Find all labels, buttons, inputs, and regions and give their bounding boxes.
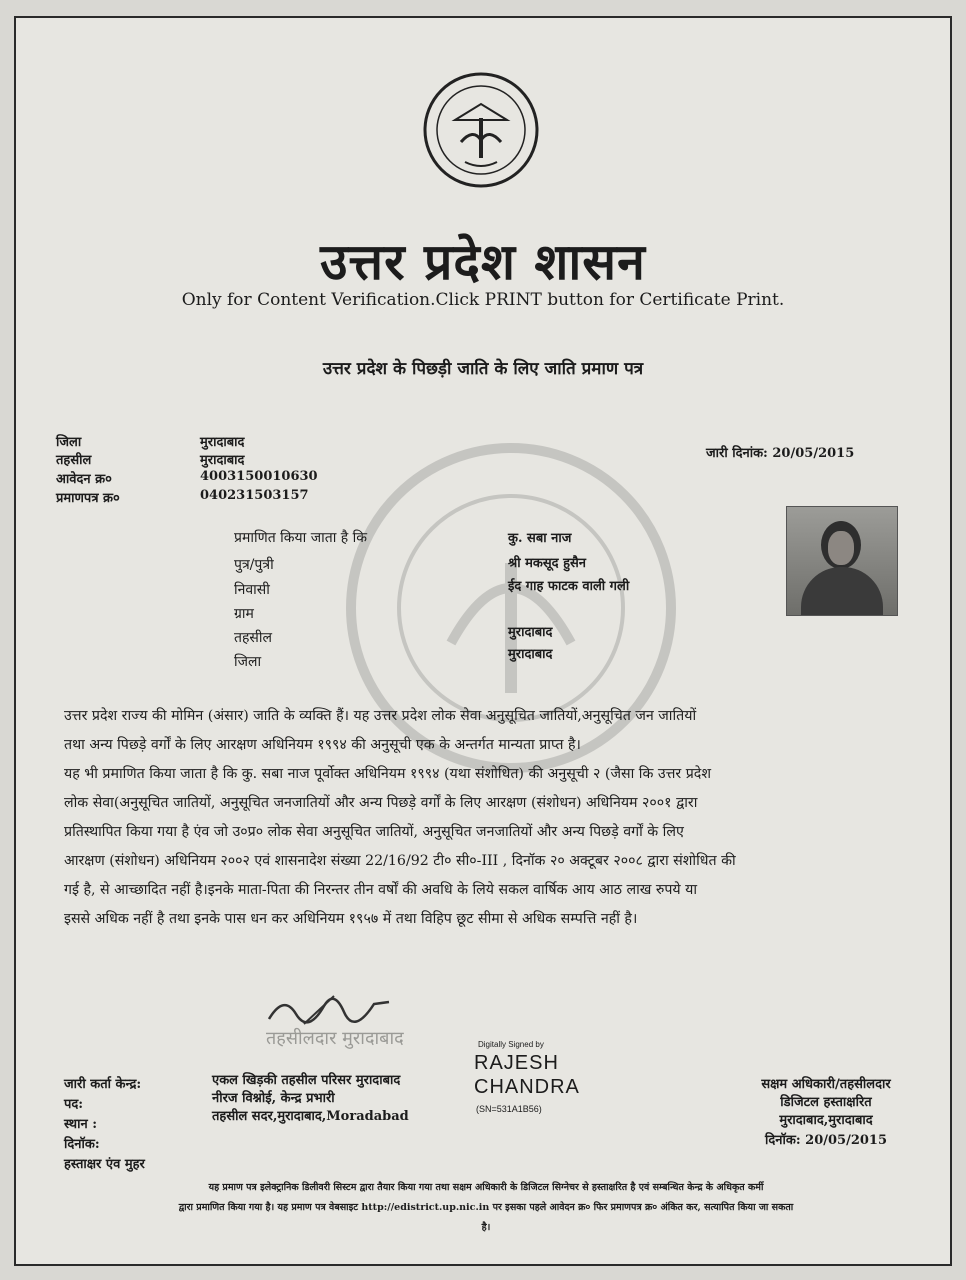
post-value: नीरज विश्नोई, केन्द्र प्रभारी	[212, 1091, 335, 1106]
applicant-name: कु. सबा नाज	[508, 531, 572, 546]
issuing-center-label: जारी कर्ता केन्द्र:	[64, 1077, 142, 1092]
post-label: पद:	[64, 1097, 84, 1112]
authority-date	[716, 1130, 936, 1148]
field-tehsil-label: तहसील	[234, 630, 272, 646]
signer-first-name: RAJESH	[474, 1052, 559, 1074]
applicant-photo	[786, 506, 898, 616]
tehsil-value: मुरादाबाद	[200, 453, 245, 468]
issuing-center-value: एकल खिड़की तहसील परिसर मुरादाबाद	[212, 1073, 401, 1088]
digitally-signed-text: डिजिटल हस्ताक्षरित	[780, 1095, 872, 1110]
certificate-number-value: 040231503157	[200, 488, 309, 503]
verification-note: Only for Content Verification.Click PRINT button for Certificate Print.	[181, 290, 785, 310]
issue-date-label: जारी दिनांक:	[706, 446, 768, 461]
notice-line: है।	[481, 1222, 491, 1233]
body-line: गई है, से आच्छादित नहीं है।इनके माता-पिता की निरन्तर तीन वर्षों की अवधि के लिये सकल वार्षिक आय आठ लाख रुपये या	[64, 882, 698, 898]
district-label: जिला	[56, 435, 82, 450]
place-value: तहसील सदर,मुरादाबाद,Moradabad	[212, 1109, 409, 1124]
faint-stamp-text: तहसीलदार मुरादाबाद	[266, 1028, 404, 1049]
certificate-number-label: प्रमाणपत्र क्र०	[56, 491, 120, 506]
certificate-sheet	[14, 16, 952, 1266]
body-line: लोक सेवा(अनुसूचित जातियों, अनुसूचित जनजातियों और अन्य पिछड़े वर्गों के लिए आरक्षण (संशोधन) अधिनियम २००१ द्वारा	[64, 795, 698, 811]
field-tehsil-value: मुरादाबाद	[508, 625, 553, 640]
state-emblem-logo	[421, 70, 541, 190]
sign-seal-label: हस्ताक्षर एंव मुहर	[64, 1157, 145, 1172]
body-line: प्रतिस्थापित किया गया है एंव जो उ०प्र० लोक सेवा अनुसूचित जातियों, अनुसूचित जनजातियों और अन्य पिछड़े वर्गों के लिए	[64, 824, 684, 840]
notice-line: द्वारा प्रमाणित किया गया है। यह प्रमाण पत्र वेबसाइट http://edistrict.up.nic.in पर इसका पहले आवेदन क्र० फिर प्रमाणपत्र क्र० अंकित कर, सत्यापित किया जा सकता	[178, 1202, 794, 1213]
resident-address: ईद गाह फाटक वाली गली	[508, 579, 630, 594]
certify-label: प्रमाणित किया जाता है कि	[234, 530, 368, 546]
body-line: इससे अधिक नहीं है तथा इनके पास धन कर अधिनियम १९५७ में तथा विहिप छूट सीमा से अधिक सम्पत्ति नहीं है।	[64, 911, 638, 927]
body-line: उत्तर प्रदेश राज्य की मोमिन (अंसार) जाति के व्यक्ति हैं। यह उत्तर प्रदेश लोक सेवा अनुसूचित जातियों,अनुसूचित जन जातियों	[64, 708, 697, 724]
place-label: स्थान :	[64, 1117, 98, 1132]
issue-date	[706, 443, 854, 461]
signer-serial: (SN=531A1B56)	[476, 1104, 542, 1114]
parent-name: श्री मकसूद हुसैन	[508, 556, 586, 571]
body-line: यह भी प्रमाणित किया जाता है कि कु. सबा नाज पूर्वोक्त अधिनियम १९९४ (यथा संशोधित) की अनुसूची २ (जैसा कि उत्तर प्रदेश	[64, 766, 711, 782]
body-line: तथा अन्य पिछड़े वर्गों के लिए आरक्षण अधिनियम १९९४ की अनुसूची एक के अन्तर्गत मान्यता प्राप्त है।	[64, 737, 581, 753]
district-value: मुरादाबाद	[200, 435, 245, 450]
date-label: दिनॉक:	[64, 1137, 100, 1152]
certificate-body	[64, 702, 910, 934]
page-title: उत्तर प्रदेश शासन	[320, 232, 646, 291]
authority-date-value: 20/05/2015	[805, 1133, 888, 1148]
digitally-signed-label: Digitally Signed by	[478, 1040, 544, 1049]
verification-notice	[56, 1178, 916, 1238]
notice-line: यह प्रमाण पत्र इलेक्ट्रानिक डिलीवरी सिस्टम द्वारा तैयार किया गया तथा सक्षम अधिकारी के डिजिटल सिग्नेचर से हस्ताक्षरित है एवं सम्बन्धित केन्द्र के अधिकृत कर्मी	[208, 1182, 764, 1193]
authority-title: सक्षम अधिकारी/तहसीलदार	[761, 1077, 891, 1092]
authority-location: मुरादाबाद,मुरादाबाद	[779, 1113, 873, 1128]
village-label: ग्राम	[234, 606, 254, 622]
issue-date-value: 20/05/2015	[772, 446, 855, 461]
field-district-label: जिला	[234, 654, 262, 670]
application-number-value: 4003150010630	[200, 469, 318, 484]
relation-label: पुत्र/पुत्री	[234, 557, 274, 573]
resident-label: निवासी	[234, 582, 270, 598]
body-line: आरक्षण (संशोधन) अधिनियम २००२ एवं शासनादेश संख्या 22/16/92 टी० सी०-III , दिनॉक २० अक्टूबर २००८ द्वारा संशोधित की	[64, 853, 736, 869]
field-district-value: मुरादाबाद	[508, 647, 553, 662]
certificate-heading: उत्तर प्रदेश के पिछड़ी जाति के लिए जाति प्रमाण पत्र	[322, 359, 644, 379]
application-number-label: आवेदन क्र०	[56, 472, 112, 487]
signer-last-name: CHANDRA	[474, 1076, 580, 1098]
tehsil-label: तहसील	[56, 453, 92, 468]
authority-date-label: दिनॉक:	[764, 1133, 801, 1148]
